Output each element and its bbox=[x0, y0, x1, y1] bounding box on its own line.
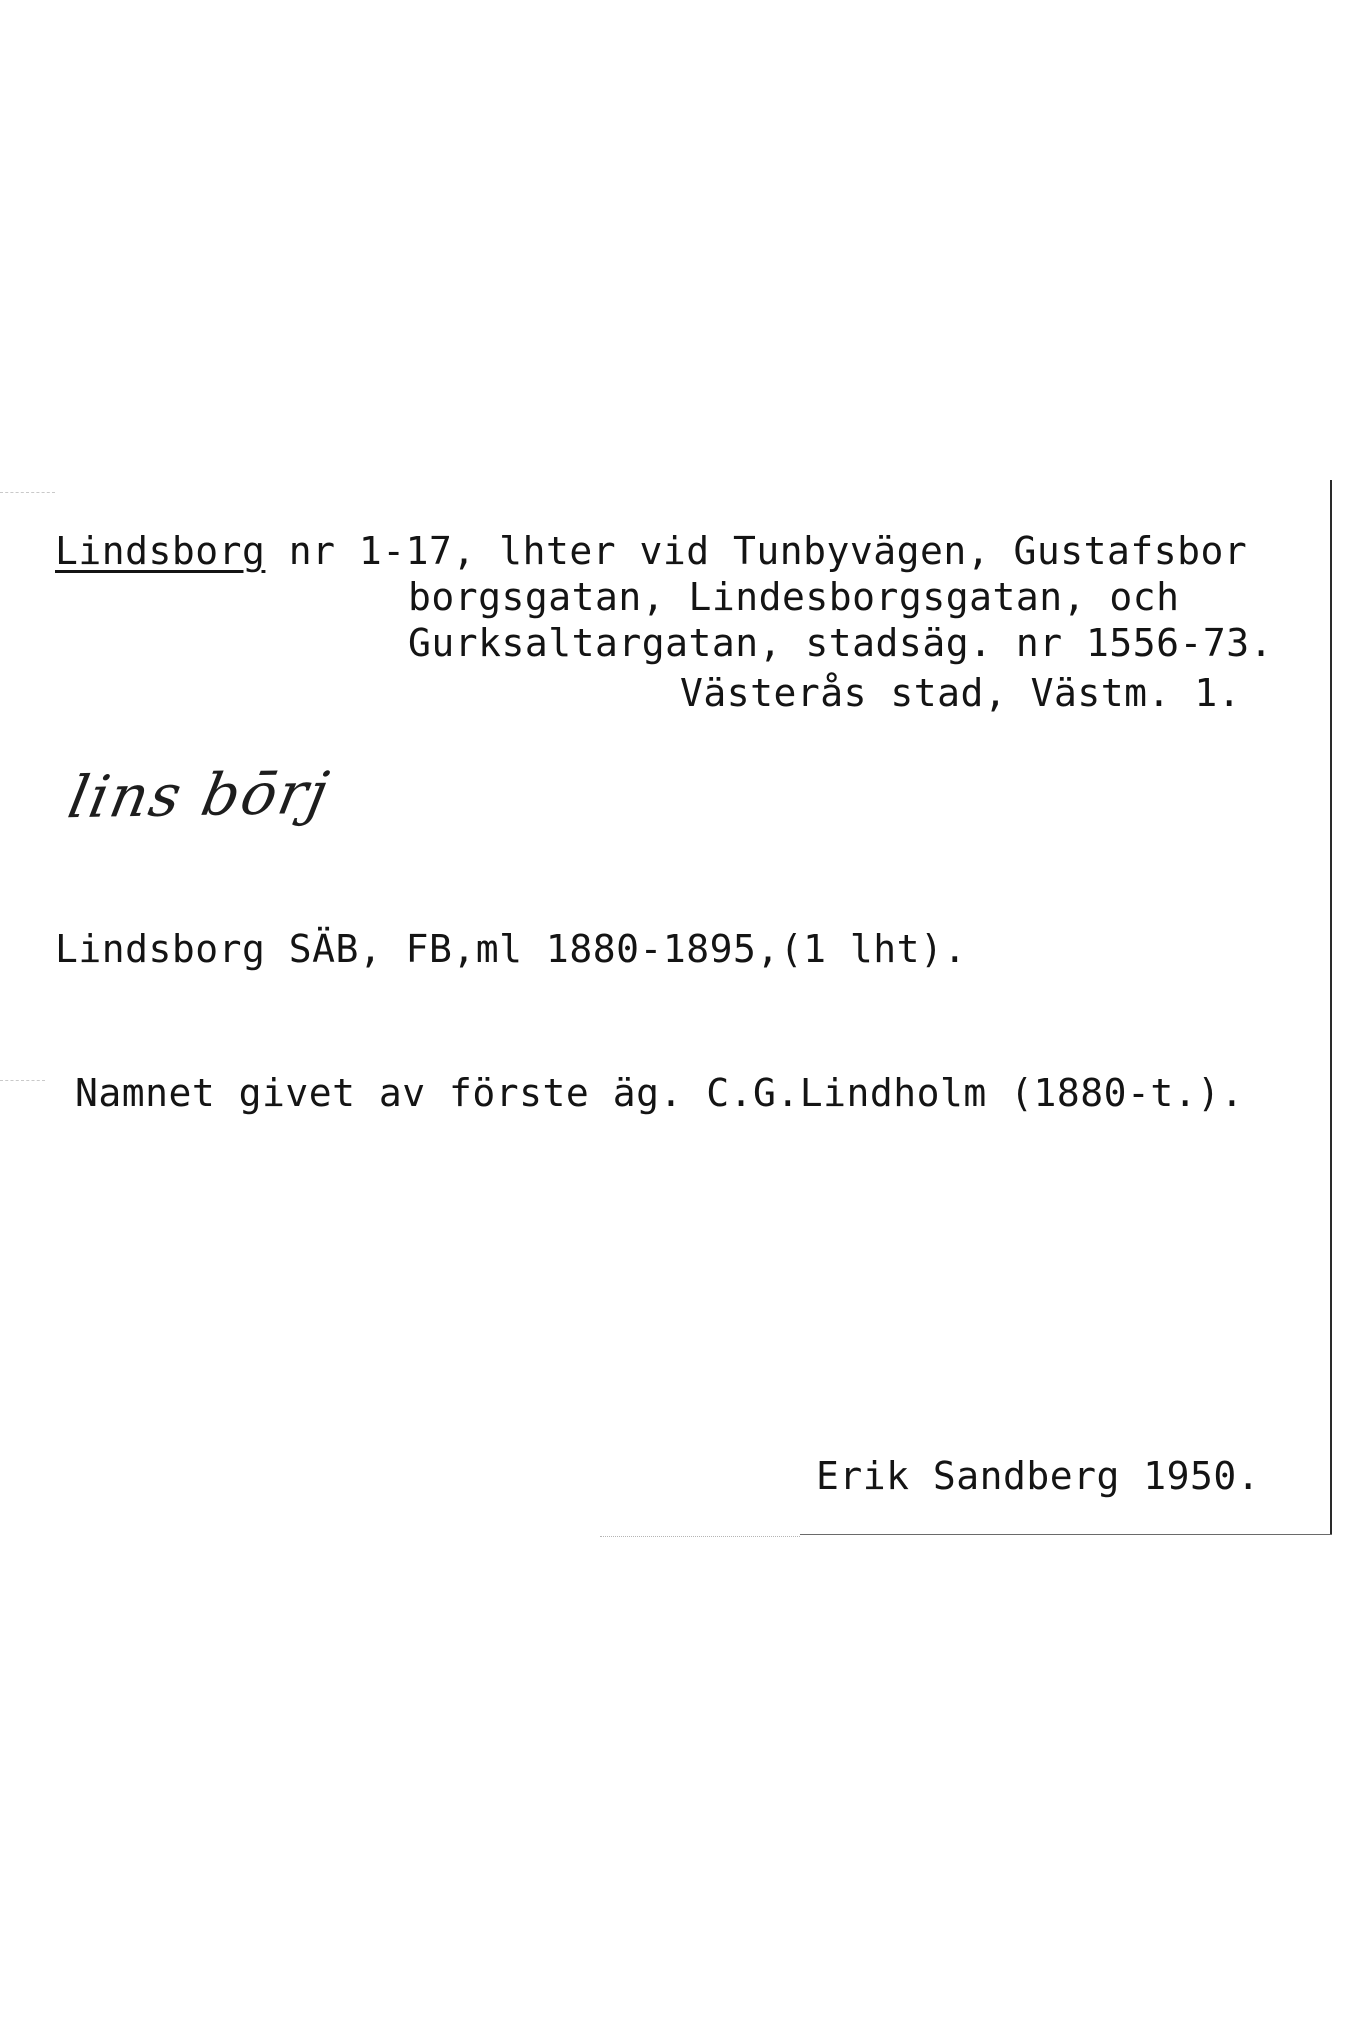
card-border-right bbox=[1330, 480, 1332, 1535]
edge-mark bbox=[0, 1080, 45, 1081]
card-border-bottom-faint bbox=[600, 1536, 800, 1537]
entry-line-2: borgsgatan, Lindesborgsgatan, och bbox=[408, 575, 1180, 619]
author-signature: Erik Sandberg 1950. bbox=[816, 1454, 1261, 1498]
entry-line-3: Gurksaltargatan, stadsäg. nr 1556-73. bbox=[408, 621, 1273, 665]
entry-line-1-rest: nr 1-17, lhter vid Tunbyvägen, Gustafsbor bbox=[265, 529, 1248, 573]
entry-line-1 bbox=[55, 530, 1247, 572]
entry-line-4: Västerås stad, Västm. 1. bbox=[680, 671, 1242, 715]
card-border-bottom bbox=[800, 1534, 1332, 1535]
handwritten-pronunciation: lins bōrj bbox=[62, 758, 336, 832]
edge-mark bbox=[0, 492, 55, 493]
place-name-heading: Lindsborg bbox=[55, 529, 266, 573]
source-line: Lindsborg SÄB, FB,ml 1880-1895,(1 lht). bbox=[55, 927, 967, 971]
name-origin-note: Namnet givet av förste äg. C.G.Lindholm (1880-t.). bbox=[75, 1071, 1244, 1115]
